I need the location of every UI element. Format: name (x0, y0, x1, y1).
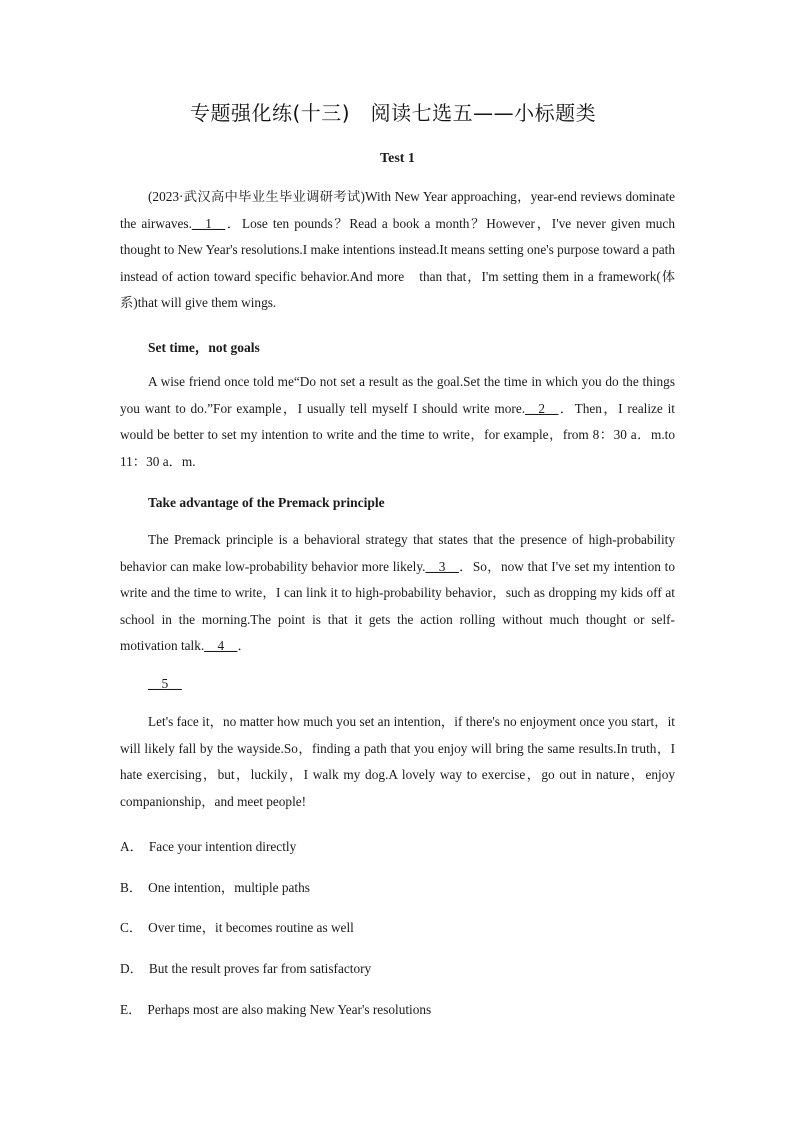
option-b-letter: B． (120, 880, 143, 895)
blank-4[interactable]: __4__ (204, 638, 238, 653)
option-e-text: Perhaps most are also making New Year's resolutions (147, 1002, 432, 1017)
blank-5[interactable]: __5__ (148, 676, 182, 691)
option-b-text: One intention，multiple paths (148, 880, 310, 895)
option-a[interactable] (120, 836, 675, 855)
option-e[interactable] (120, 999, 675, 1018)
section-1-paragraph (120, 369, 675, 475)
section-heading-2: Take advantage of the Premack principle (148, 495, 385, 510)
option-b[interactable] (120, 877, 675, 896)
intro-text-after-1: ．Lose ten pounds？Read a book a month？However，I've never given much thought to New Year's resolutions.I make intentions instead.It means setting one's purpose toward a path instead of action toward specific behavior.And more than that，I'm setting them in a framework(体系)that will give them wings. (120, 215, 675, 310)
intro-text-before-1: (2023·武汉高中毕业生毕业调研考试)With New Year approaching，year-end reviews dominate the airwaves. (120, 189, 675, 231)
intro-paragraph (120, 184, 675, 317)
section-1-text-after-2: ．Then，I realize it would be better to set my intention to write and the time to write，for example，from 8：30 a．m.to 11：30 a．m. (120, 400, 675, 469)
section-2-paragraph (120, 527, 675, 660)
section-2-text-after-4: ． (237, 638, 251, 653)
blank-2[interactable]: __2__ (525, 400, 559, 416)
section-3-paragraph: Let's face it，no matter how much you set an intention，if there's no enjoyment once you start，it will likely fall by the wayside.So，finding a path that you enjoy will bring the same results.In truth，I hate exercising，but，luckily，I walk my dog.A lovely way to exercise，go out in nature，enjoy companionship，and meet people! (120, 714, 675, 809)
section-heading-3 (148, 676, 182, 692)
option-c[interactable] (120, 917, 675, 936)
page-title: 专题强化练(十三) 阅读七选五——小标题类 (190, 101, 597, 125)
option-d-text: But the result proves far from satisfactory (148, 961, 372, 976)
option-d[interactable] (120, 958, 675, 977)
option-a-text: Face your intention directly (148, 839, 297, 854)
option-a-letter: A． (120, 839, 143, 854)
option-c-text: Over time，it becomes routine as well (148, 920, 354, 935)
section-2-text-before-3: The Premack principle is a behavioral strategy that states that the presence of high-probability behavior can make low-probability behavior more likely. (120, 532, 675, 574)
section-2-text-after-3: ．So，now that I've set my intention to write and the time to write，I can link it to high-probability behavior，such as dropping my kids off at school in the morning.The point is that it gets the action rolling without much thought or self-motivation talk. (120, 558, 675, 653)
blank-1[interactable]: __1__ (191, 215, 226, 231)
blank-3[interactable]: __3__ (425, 558, 459, 574)
section-1-text-before-2: A wise friend once told me“Do not set a result as the goal.Set the time in which you do the things you want to do.”For example，I usually tell myself I should write more. (120, 374, 675, 416)
option-c-letter: C． (120, 920, 143, 935)
section-heading-1: Set time，not goals (148, 340, 260, 355)
option-e-letter: E． (120, 1002, 142, 1017)
option-d-letter: D． (120, 961, 143, 976)
test-label: Test 1 (380, 151, 415, 166)
